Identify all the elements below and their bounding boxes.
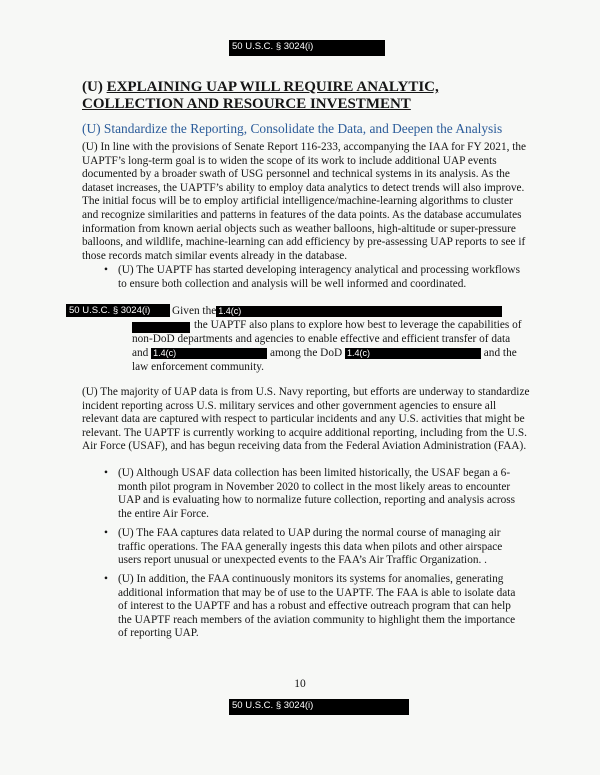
bullet-glyph: • <box>104 527 108 539</box>
given-the-text: Given the <box>172 305 217 317</box>
redacted-line-2: the UAPTF also plans to explore how best to leverage the capabilities of <box>194 319 522 331</box>
and-text: and <box>132 347 149 359</box>
and-the-text: and the <box>483 347 517 359</box>
footer-redaction-bar: 50 U.S.C. § 3024(i) <box>229 699 409 715</box>
bullet-glyph: • <box>104 467 108 479</box>
bullet-text: (U) Although USAF data collection has been limited historically, the USAF began a 6-month pilot program in November 2020 to collect in the most likely areas to encounter UAP and is evaluating how to normalize future collection, reporting and analysis across the entire Air Force. <box>118 467 516 520</box>
redacted-line-5: law enforcement community. <box>132 361 264 373</box>
bullet-glyph: • <box>104 573 108 585</box>
bullet-text: (U) The UAPTF has started developing interagency analytical and processing workflows to ensure both collection and analysis will be well informed and coordinated. <box>118 264 520 290</box>
bullet-item-1 <box>104 264 526 291</box>
bullet-item-faa-2 <box>104 573 526 641</box>
bullet-text: (U) The FAA captures data related to UAP during the normal course of managing air traffic operations. The FAA generally ingests this data when pilots and other airspace users report unusual or unexpected events to the FAA’s Air Traffic Organization. . <box>118 527 503 567</box>
subheading: (U) Standardize the Reporting, Consolidate the Data, and Deepen the Analysis <box>82 121 503 136</box>
paragraph-2: (U) The majority of UAP data is from U.S. Navy reporting, but efforts are underway to standardize incident reporting across U.S. military services and other government agencies to ensure all relevant data are captured with respect to particular incidents and any U.S. activities that might be relevant. The UAPTF is currently working to acquire additional reporting, including from the U.S. Air Force (USAF), and has begun receiving data from the Federal Aviation Administration (FAA). <box>82 386 530 453</box>
bullet-item-faa-1 <box>104 527 526 568</box>
header-redaction-bar: 50 U.S.C. § 3024(i) <box>229 40 385 56</box>
bullet-glyph: • <box>104 264 108 276</box>
bullet-item-usaf <box>104 467 526 521</box>
redacted-line-3: non-DoD departments and agencies to enable effective and efficient transfer of data <box>132 333 511 345</box>
redaction-1-4c: 1.4(c) <box>216 306 502 317</box>
redaction-1-4c-b: 1.4(c) <box>151 348 267 359</box>
redacted-line-1 <box>172 305 532 319</box>
page-number: 10 <box>294 678 306 690</box>
paragraph-1: (U) In line with the provisions of Senate Report 116-233, accompanying the IAA for FY 2021, the UAPTF’s long-term goal is to widen the scope of its work to include additional UAP events documented by a broader swath of USG personnel and technical systems in its analysis. As the dataset increases, the UAPTF’s ability to employ data analytics to detect trends will also improve. The initial focus will be to employ artificial intelligence/machine-learning algorithms to cluster and recognize similarities and patterns in features of the data points. As the database accumulates information from known aerial objects such as weather balloons, high-altitude or super-pressure balloons, and wildlife, machine-learning can add efficiency by pre-assessing UAP reports to see if those records match similar events already in the database. <box>82 141 527 262</box>
section-heading-text: EXPLAINING UAP WILL REQUIRE ANALYTIC, COLLECTION AND RESOURCE INVESTMENT <box>82 79 439 112</box>
section-heading <box>82 79 532 113</box>
redacted-line-4 <box>132 347 534 361</box>
section-heading-prefix: (U) <box>82 79 107 95</box>
among-dod-text: among the DoD <box>269 347 343 359</box>
bullet-text: (U) In addition, the FAA continuously monitors its systems for anomalies, generating additional information that may be of use to the UAPTF. The FAA is able to isolate data of interest to the UAPTF and has a robust and effective outreach program that can help the UAPTF reach members of the aviation community to highlight them the importance of reporting UAP. <box>118 573 516 640</box>
margin-redaction-bar: 50 U.S.C. § 3024(i) <box>66 304 170 317</box>
redaction-block-line2 <box>132 322 190 333</box>
redaction-1-4c-c: 1.4(c) <box>345 348 481 359</box>
